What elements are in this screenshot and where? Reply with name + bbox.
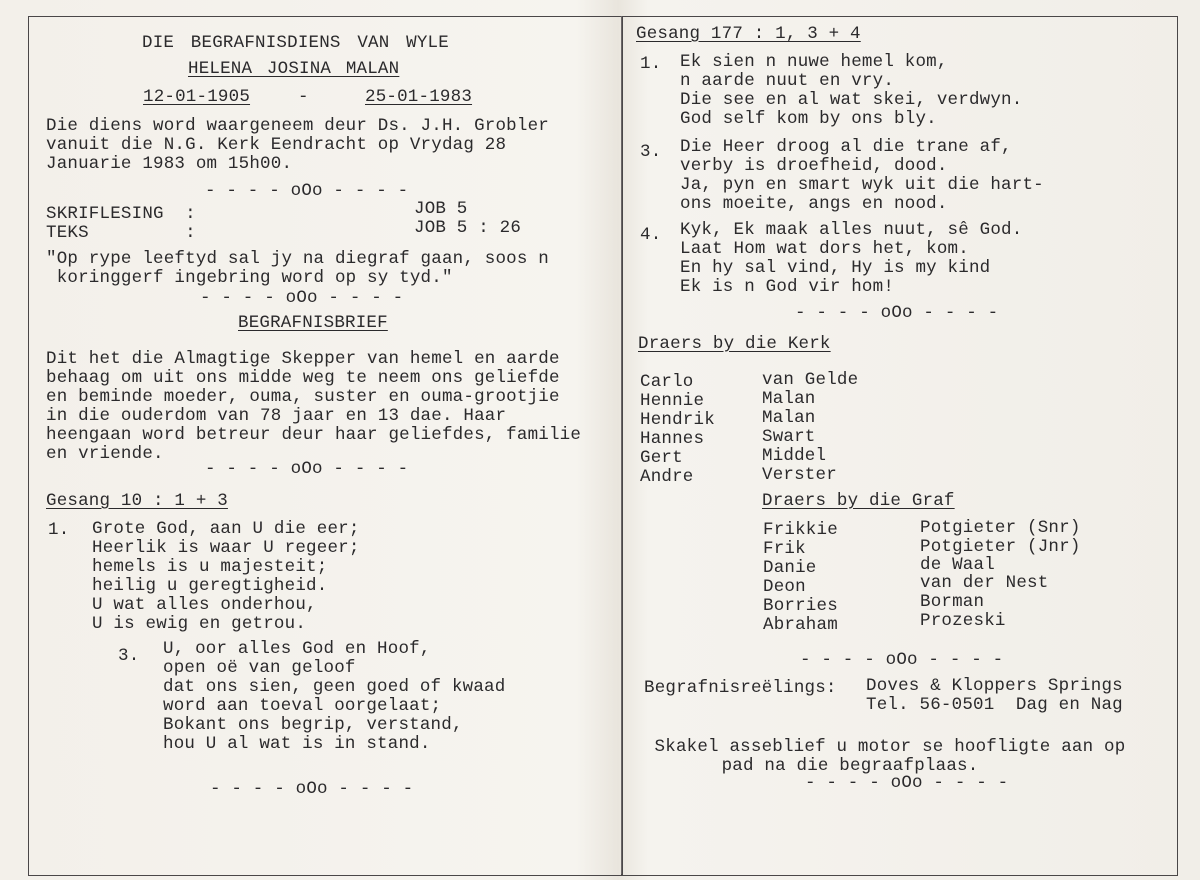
arrangements-label: Begrafnisreëlings:: [644, 678, 837, 698]
bearer-last-name: Verster: [762, 465, 837, 485]
verse-line: U is ewig en getrou.: [92, 614, 307, 634]
bearer-last-name: Potgieter (Snr): [920, 518, 1081, 538]
bearer-last-name: Prozeski: [920, 611, 1006, 631]
verse-line: Laat Hom wat dors het, kom.: [680, 239, 969, 259]
separator: - - - - oOo - - - -: [210, 779, 414, 799]
bearer-first-name: Danie: [763, 558, 817, 578]
verse-line: Grote God, aan U die eer;: [92, 519, 360, 539]
bearer-first-name: Frik: [763, 539, 806, 559]
birth-date: 12-01-1905: [143, 87, 251, 107]
church-bearers-heading: Draers by die Kerk: [638, 334, 831, 354]
bearer-first-name: Carlo: [640, 372, 694, 392]
verse-line: hemels is u majesteit;: [92, 557, 328, 577]
bearer-first-name: Hendrik: [640, 410, 715, 430]
verse-number: 3.: [640, 142, 662, 162]
verse-number: 3.: [118, 646, 140, 666]
intro-line: Die diens word waargeneem deur Ds. J.H. Grobler: [46, 116, 549, 136]
bearer-last-name: van Gelde: [762, 370, 859, 390]
reading-label: SKRIFLESING :: [46, 204, 196, 224]
letter-line: en beminde moeder, ouma, suster en ouma-grootjie: [46, 387, 560, 407]
intro-line: vanuit die N.G. Kerk Eendracht op Vrydag 28: [46, 135, 507, 155]
verse-line: heilig u geregtigheid.: [92, 576, 328, 596]
verse-line: Die Heer droog al die trane af,: [680, 137, 1012, 157]
bearer-first-name: Abraham: [763, 615, 838, 635]
death-date: 25-01-1983: [365, 87, 473, 107]
text-value: JOB 5 : 26: [414, 218, 522, 238]
verse-line: Ek sien n nuwe hemel kom,: [680, 52, 948, 72]
bearer-last-name: Malan: [762, 408, 816, 428]
bearer-last-name: Malan: [762, 389, 816, 409]
verse-line: Bokant ons begrip, verstand,: [163, 715, 463, 735]
deceased-name: HELENA JOSINA MALAN: [188, 59, 400, 79]
verse-line: Kyk, Ek maak alles nuut, sê God.: [680, 220, 1023, 240]
hymn-heading: Gesang 177 : 1, 3 + 4: [636, 24, 861, 44]
letter-line: in die ouderdom van 78 jaar en 13 dae. Haar: [46, 406, 507, 426]
verse-line: open oë van geloof: [163, 658, 356, 678]
intro-line: Januarie 1983 om 15h00.: [46, 154, 293, 174]
bearer-first-name: Andre: [640, 467, 694, 487]
verse-line: hou U al wat is in stand.: [163, 734, 431, 754]
separator: - - - - oOo - - - -: [795, 303, 999, 323]
verse-line: En hy sal vind, Hy is my kind: [680, 258, 991, 278]
bearer-first-name: Gert: [640, 448, 683, 468]
closing-line: pad na die begraafplaas.: [721, 756, 979, 776]
text-label: TEKS :: [46, 223, 196, 243]
bearer-last-name: van der Nest: [920, 573, 1049, 593]
verse-line: Ek is n God vir hom!: [680, 277, 895, 297]
center-fold: [621, 16, 622, 874]
bearer-last-name: Borman: [920, 592, 985, 612]
bearer-first-name: Frikkie: [763, 520, 838, 540]
bearer-first-name: Hennie: [640, 391, 705, 411]
separator: - - - - oOo - - - -: [800, 650, 1004, 670]
verse-line: God self kom by ons bly.: [680, 109, 937, 129]
verse-line: U wat alles onderhou,: [92, 595, 317, 615]
arrangements-line: Doves & Kloppers Springs: [866, 676, 1123, 696]
letter-line: en vriende.: [46, 444, 164, 464]
grave-bearers-heading: Draers by die Graf: [762, 491, 955, 511]
verse-line: Ja, pyn en smart wyk uit die hart-: [680, 175, 1044, 195]
bearer-last-name: Potgieter (Jnr): [920, 537, 1081, 557]
letter-line: Dit het die Almagtige Skepper van hemel en aarde: [46, 349, 560, 369]
separator: - - - - oOo - - - -: [200, 288, 404, 308]
verse-line: verby is droefheid, dood.: [680, 156, 948, 176]
verse-number: 1.: [640, 54, 662, 74]
verse-line: n aarde nuut en vry.: [680, 71, 895, 91]
service-title: DIE BEGRAFNISDIENS VAN WYLE: [142, 33, 449, 53]
bearer-first-name: Hannes: [640, 429, 705, 449]
arrangements-line: Tel. 56-0501 Dag en Nag: [866, 695, 1123, 715]
separator: - - - - oOo - - - -: [805, 773, 1009, 793]
verse-line: Heerlik is waar U regeer;: [92, 538, 360, 558]
bearer-last-name: de Waal: [920, 555, 995, 575]
date-dash: -: [298, 87, 309, 107]
hymn-heading: Gesang 10 : 1 + 3: [46, 491, 228, 511]
letter-line: heengaan word betreur deur haar geliefdes, familie: [46, 425, 582, 445]
closing-line: Skakel asseblief u motor se hoofligte aan op: [654, 737, 1126, 757]
bearer-first-name: Deon: [763, 577, 806, 597]
verse-number: 4.: [640, 225, 662, 245]
separator: - - - - oOo - - - -: [205, 181, 409, 201]
verse-line: dat ons sien, geen goed of kwaad: [163, 677, 506, 697]
separator: - - - - oOo - - - -: [205, 459, 409, 479]
scripture-quote: "Op rype leeftyd sal jy na diegraf gaan, soos n: [46, 249, 549, 269]
verse-line: word aan toeval oorgelaat;: [163, 696, 442, 716]
letter-line: behaag om uit ons midde weg te neem ons geliefde: [46, 368, 560, 388]
bearer-first-name: Borries: [763, 596, 838, 616]
scripture-quote: koringgerf ingebring word op sy tyd.": [46, 268, 453, 288]
letter-heading: BEGRAFNISBRIEF: [238, 313, 388, 333]
bearer-last-name: Swart: [762, 427, 816, 447]
reading-value: JOB 5: [414, 199, 468, 219]
verse-line: Die see en al wat skei, verdwyn.: [680, 90, 1023, 110]
verse-line: ons moeite, angs en nood.: [680, 194, 948, 214]
verse-number: 1.: [48, 520, 70, 540]
verse-line: U, oor alles God en Hoof,: [163, 639, 431, 659]
bearer-last-name: Middel: [762, 446, 827, 466]
